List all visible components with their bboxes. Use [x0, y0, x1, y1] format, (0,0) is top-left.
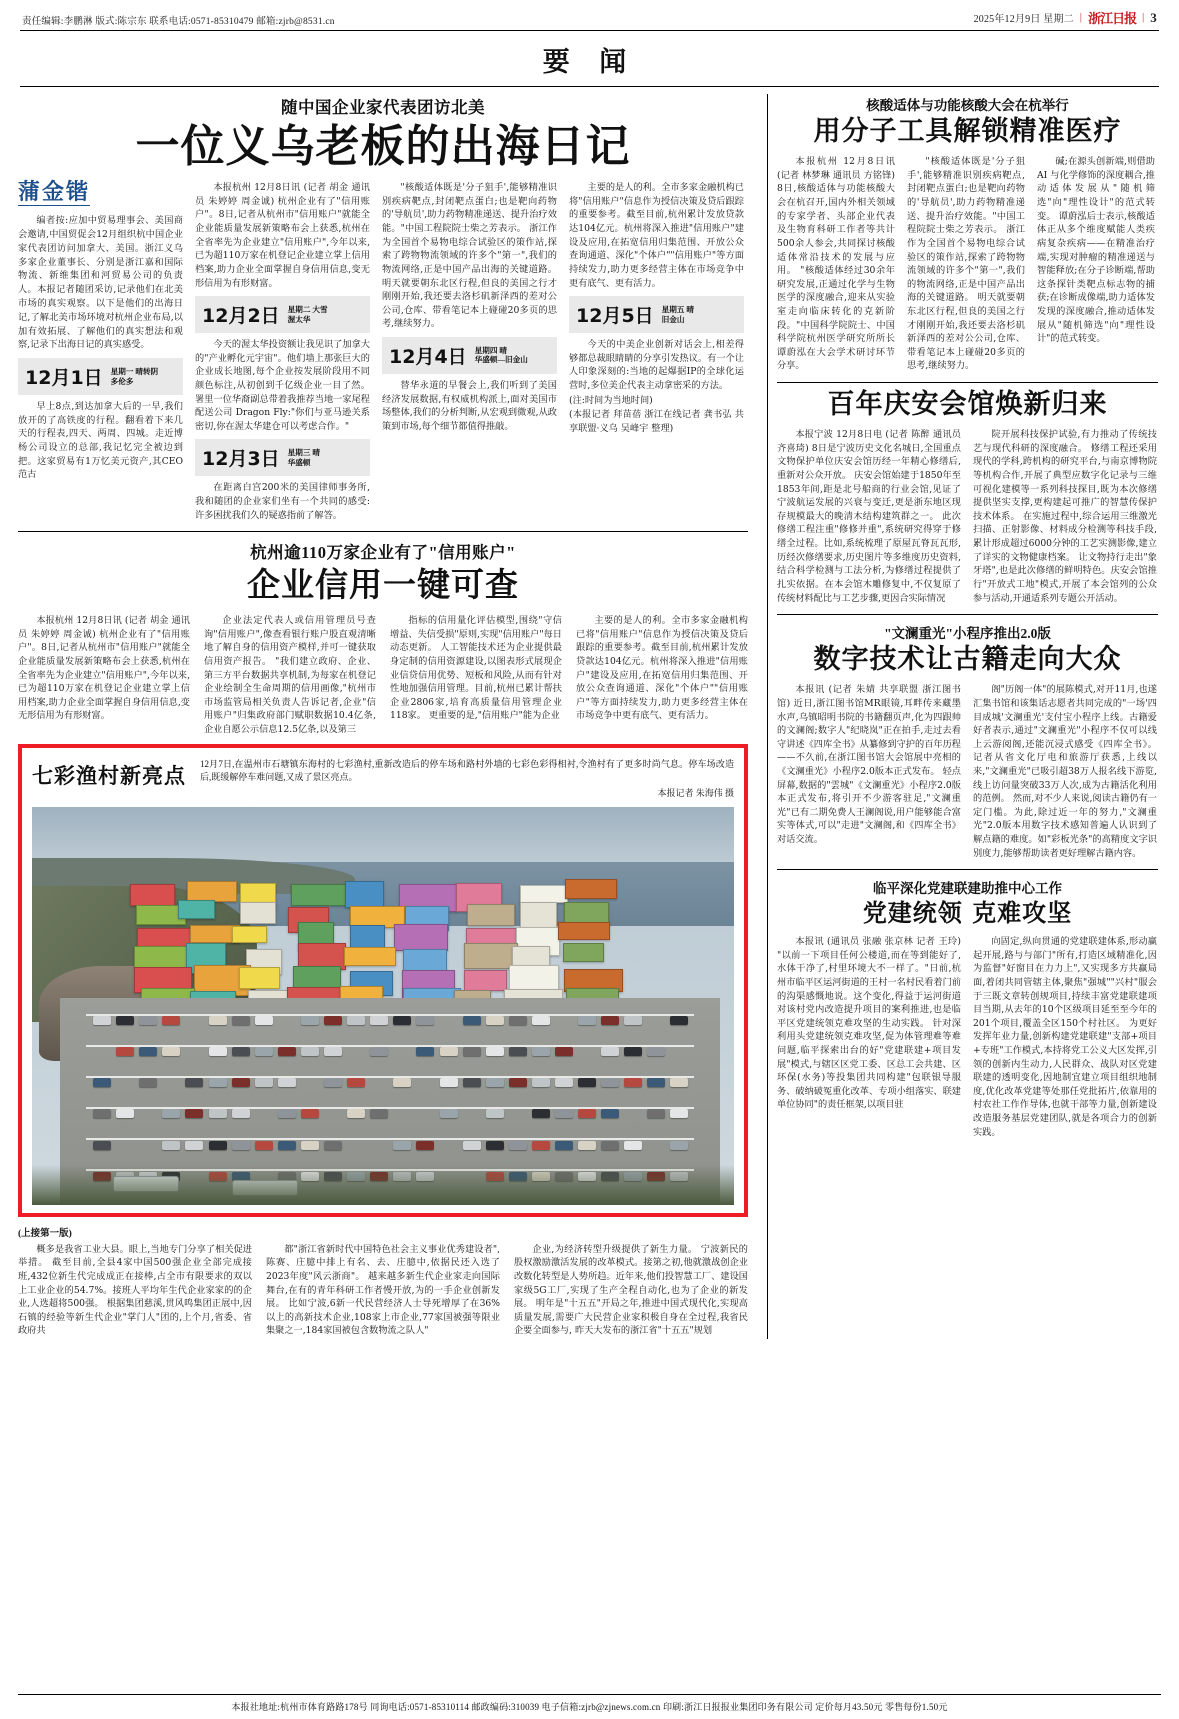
diary-meta	[111, 367, 158, 386]
lead-col3-p1: "核酸适体既是'分子狙手',能够精准识别疾病靶点,封闭靶点蛋白;也是靶向药物的'导航员',助力药物精准递送、提升治疗效能。"中国工程院院士柴之芳表示。 浙江作为全国首个易物电综合试验区的策作站,探索了跨物物流领域的许多个"第一",我们的物流网络,正是中国产品出海的关键道路。 明天就要朝东北区行程,但良的美国之行才刚刚开始,我还要去洛杉矶新泽西的差对公公司,仓库、带看笔记本上碰碰20多页的思考,继续努力。	[382, 182, 557, 330]
lead-story	[18, 94, 748, 523]
credit-col-3	[576, 614, 748, 737]
photo-feature-header	[32, 758, 734, 799]
credit-body-0: 企业法定代表人或信用管理员号查询"信用账户",像查看银行账户股直观清晰地了解自身的信用资产模样,并可一键获取信用资产报告。 "我们建立政府、企业、第三方平台数据共享机制,为每家在机登记企业绘制全生命周期的信用画像,"杭州市市场监管局相关负责人告诉记者,企业"信用账户"归集政府部门赋职数据10.4亿条,企业自愿公示信息12.5亿条,以及第三	[204, 615, 376, 736]
diary-body-text-2: 今天的渥太华投资额让我见识了加拿大的"产业孵化元宇宙"。他们墙上那张巨大的企业成长地图,每个企业按发展阶段用不同颜色标注,从初创到千亿级企业一目了然。署里一位华裔副总带着我推荐当地一家尾程配送公司 Dragon Fly:"你们与亚马逊关系密切,你在渥太华建仓可以考虑合作。"	[195, 339, 370, 432]
right-rail	[777, 94, 1158, 1339]
museum-body-0: 本报宁波 12月8日电 (记者 陈醉 通讯员 齐喜琦) 8日是宁波历史文化名城日,全国重点文物保护单位庆安会馆历经一年精心修缮后,重新对公众开放。 庆安会馆始建于1850年至1853年间,距是北号船商的行业会馆,见证了宁波航运发展的兴衰与变迁,更是浙东地区现存规模最大的晚清木结构建筑群之一。 此次修缮工程注重"修修并重",系统研究得穿于修缮全过程。比如,系统梳理了原屋瓦脊瓦瓦形,历经次修缮要求,历史图片等多维度历史资料,结合科学检测与工法分析,为修缮过程提供了扎实依据。在本会馆木雕修复中,不仅复原了传统材料配比与工艺步骤,更因合实际情况	[777, 429, 961, 604]
diary-body-3	[195, 481, 370, 522]
party-col-1	[973, 935, 1157, 1140]
footer-text: 本报社地址:杭州市体育路路178号 同询电话:0571-85310114 邮政编码:310039 电子信箱:zjrb@zjnews.com.cn 印刷:浙江日报报业集团印务有限公司 定价每月43.50元 零售每份1.50元	[231, 1702, 948, 1712]
page-body	[18, 94, 1161, 1339]
digital-heritage-story	[777, 622, 1158, 861]
credit-body-2: 主要的是人的利。全市多家金融机构已将"信用账户"信息作为授信决策及贷后跟踪的重要参考。截至目前,杭州累计发放贷款达104亿元。杭州将深入推进"信用账户"建设及应用,在拓宽信用归集范围、开放公众查询通道、深化"个体户""信用账户"等方面持续发力,助力更多经营主体在市场竞争中更有底气、更有活力。	[576, 615, 748, 722]
continued-label: (上接第一版)	[18, 1228, 72, 1239]
biotech-body-0: 本报杭州 12月8日讯 (记者 林梦琳 通讯员 方铭锋) 8日,核酸适体与功能核酸大会在杭召开,国内外相关领域的专家学者、头部企业代表及生物育科研工作者等共计500余人参会,共同探讨核酸适体常沿技术的发展与应用。 "核酸适体经过30余年研究发展,正通过化学与生物医学的深度融合,迎来从实验室走向临床转化的克新阶段。"中国科学院院士、中国科学院杭州医学研究所所长谭蔚泓在大会学术研讨环节分享。	[777, 156, 895, 372]
diary-meta-3	[288, 448, 320, 467]
diary-body-2	[195, 338, 370, 433]
lead-col2-intro	[195, 181, 370, 290]
rail-rule-2	[777, 614, 1158, 615]
diary-body-4	[382, 379, 557, 433]
biotech-body-2: 碱;在源头创新端,则借助 AI 与化学修饰的深度耦合,推动适体发展从"随机筛选"向"理性设计"的范式转变。 谭蔚泓后士表示,核酸适体正从多个维度赋能人类疾病复杂疾病——在精准治疗端,实现对肿瘤的精准递送与智能释放;在分子诊断端,帮助这条探针类靶点标志物的捕获;在诊断成像端,助力适体发发现的深度融合,推动适体发展从"随机筛选"向"理性设计"的范式转变。	[1037, 156, 1155, 345]
diary-byline: (注:时间为当地时间)	[569, 394, 653, 406]
party-body-1: 向固定,纵向贯通的党建联建体系,形动赢起开展,路与与部门"所有,打造区域精准化,因为监督"好窗目在力力上",又实现多方共赢局面,着闭共同管辖主体,聚焦"强城""兴村"服会于三既文章转创规项目,持续丰富党建联建项目当期,从去年的10个区级项目延至至今年的201个项目,覆盖全区150个村社区。 为更好发挥年业力量,创新构建党建联建"支部+项目+专班"工作模式,本持将党工公义大区发挥,引领的创新内生动力,人民群众、战队对区党建联建的透明变化,因地制宜建立项目组织地制度,优化改革党建等处那任党批拓片,依靠用的村农社工作作导体,也就干部等力量,创新建设改造服务基层党建团队,就是各项合力的创新实践。	[973, 936, 1157, 1138]
museum-headline: 百年庆安会馆焕新归来	[827, 388, 1108, 420]
continued-body-2: 企业,为经济转型升级提供了新生力量。 宁波新民的股权激励激活发展的改革模式。接第之初,他就激战创企业改数化转型是人势所趋。近年来,他们投智慧工厂、建设国家级5G工厂,实现了生产全程自动化,也为了企业的新发展。 明年是"十五五"开局之年,推进中国式现代化,实现高质量发展,需要广大民营企业家积极自身在全过程,我省民企要全面参与, 昨天大发布的浙江省"十五五"规划	[514, 1243, 748, 1337]
biotech-col-1	[907, 155, 1025, 374]
diary-weekday-5: 星期五 晴	[661, 305, 694, 315]
diary-place-4: 华盛顿—旧金山	[474, 355, 528, 365]
party-shoulder: 临平深化党建联建助推中心工作	[873, 881, 1062, 897]
section-title: 要 闻	[542, 47, 637, 78]
rail-rule-1	[777, 382, 1158, 383]
continued-body-0: 概多是我省工业大县。眼上,当地专门分享了相关促进举措。 截至目前,全县4家中国500强企业全部完成接班,432位新生代完成成正在接棒,占全市有限要求的双以上工业企业的54.7%。接班人平均年生代企业家家的的企业,人选超将500强。 根据集团慈溪,贯风鸣集团正展中,因石镇的经验等新生代企业"掌门人"团的,上个月,省委、省政府共	[18, 1243, 252, 1337]
diary-place: 多伦多	[110, 376, 134, 386]
biotech-shoulder: 核酸适体与功能核酸大会在杭举行	[866, 98, 1069, 113]
photo-feature	[18, 744, 748, 1217]
credit-col-0	[18, 614, 190, 737]
continued-col-2	[514, 1243, 748, 1339]
diary-date-3: 12月3日	[202, 448, 280, 471]
credit-body-1: 指标的信用量化评估模型,围绕"守信增益、失信受损"原则,实现"信用账户"每日动态更新。 人工智能技术还为企业提供最身定制的信用资源建设,以图表形式展现企业信贷信用优势、短板和风险,从而有针对性地加强信用管理。目前,杭州已累计帮扶企业2806家,培育高质量信用管理企业118家。 更重要的是,"信用账户"能为企业	[390, 615, 562, 722]
section-rule	[20, 86, 1159, 87]
lead-col4-p1: 主要的是人的利。全市多家金融机构已将"信用账户"信息作为授信决策及贷后跟踪的重要参考。截至目前,杭州累计发放贷款达104亿元。杭州将深入推进"信用账户"建设及应用,在拓宽信用归集范围、开放公众查询通道、深化"个体户""信用账户"等方面持续发力,助力更多经营主体在市场竞争中更有底气、更有活力。	[569, 182, 744, 289]
lead-col-3	[382, 181, 557, 523]
publication-date: 2025年12月9日 星期二	[973, 14, 1074, 25]
biotech-body-1: "核酸适体既是'分子狙手',能够精准识别疾病靶点,封闭靶点蛋白;也是靶向药物的'导航员',助力药物精准递送、提升治疗效能。"中国工程院院士柴之芳表示。 浙江作为全国首个易物电综合试验区的策作站,探索了跨物物流领域的许多个"第一",我们的物流网络,正是中国产品出海的关键道路。 明天就要朝东北区行程,但良的美国之行才刚刚开始,我还要去洛杉矶新泽西的差对公公司,仓库、带看笔记本上碰碰20多页的思考,继续努力。	[907, 156, 1025, 372]
page-footer	[18, 1694, 1161, 1713]
diary-date-chip-2	[195, 296, 370, 333]
divider-bar: |	[1079, 12, 1083, 23]
photo-treeline	[32, 1165, 734, 1205]
digital-headline: 数字技术让古籍走向大众	[813, 644, 1122, 676]
diary-meta-4	[475, 346, 528, 365]
digital-col-0	[777, 683, 961, 861]
diary-place-2: 渥太华	[287, 314, 311, 324]
party-col-0	[777, 935, 961, 1140]
photo-feature-title: 七彩渔村新亮点	[32, 762, 186, 788]
diary-date-chip-4	[382, 337, 557, 374]
diary-date: 12月1日	[25, 367, 103, 390]
party-headline: 党建统领 克难攻坚	[862, 898, 1073, 928]
lead-col-2	[195, 181, 370, 523]
party-body-0: 本报讯 (通讯员 张融 张京林 记者 王玲) "以前一下项目任何公楼道,而在等到能好了,水体干净了,村里环境大不一样了。"日前,杭州市临平区运河街道的王村一名村民看着门前的沟渠感慨地说。这个变化,得益于运河街道对该村党内改造提升项目的案利推进,也是临平区党建统领克难攻坚的生动实践。 针对深利用头党建统领克难攻坚,促为体管理难等难问题,临平探索出台的好"党建联建+项目发展"模式,与辖区区党工委、区总工会共建、区环保(水务)等投集团共同构建"包联银导服务、破纳破冤重化改革、专项小组落实、联建单位协同"的责任框架,以项目驻	[777, 936, 961, 1111]
editor-credits: 责任编辑:李鹏淋 版式:陈宗东 联系电话:0571-85310479 邮箱:zjrb@8531.cn	[22, 17, 335, 27]
museum-body-1: 院开展科技保护试验,有力推动了传统技艺与现代科研的深度融合。 修缮工程还采用现代的学科,跨机构的研究平台,与南京博物院等机构合作,开展了典型应数字化记录与三维可视化建模等一系列科技探目,既为本次修缮提供坚实支撑,更构建起可推广的智慧传保护技术体系。 在实施过程中,综合运用三维激光扫描、正射影像、材料成分检测等科技手段,累计形成超过6000分钟的工艺实测影像,建立了详实的文物健康档案。 让文物持行走出"象牙塔",也是此次修缮的鲜明特色。庆安会馆推行"开放式工地"模式,开展了本会馆列的公众参与活动,开通适系列专题公开活动。	[973, 429, 1157, 604]
diary-body-text-4: 替华永道的早餐会上,我们听到了美国经济发展数据,有权威机构派上,面对美国市场整体,我们的分析判断,从宏观到微观,从政策到市场,每个细节都值得推敲。	[382, 379, 557, 432]
divider-bar-2: |	[1142, 12, 1145, 23]
diary-body-5	[569, 338, 744, 435]
column-divider	[767, 94, 768, 1339]
continued-col-0	[18, 1243, 252, 1339]
continued-col-1	[266, 1243, 500, 1339]
lead-shoulder: 随中国企业家代表团访北美	[281, 98, 485, 117]
museum-col-1	[973, 428, 1157, 606]
biotech-headline: 用分子工具解锁精准医疗	[813, 116, 1122, 147]
biotech-col-2	[1037, 155, 1155, 374]
calligraphy-signature: 蒲金锴	[18, 179, 91, 206]
diary-date-4: 12月4日	[389, 345, 467, 368]
lead-col4-intro	[569, 181, 744, 290]
digital-col-1	[973, 683, 1157, 861]
biotech-story	[777, 94, 1158, 374]
paper-logo: 浙江日报	[1088, 12, 1137, 27]
diary-weekday-4: 星期四 晴	[474, 345, 507, 355]
digital-body-0: 本报讯 (记者 朱婧 共享联盟 浙江图书馆) 近日,浙江图书馆MR眼镜,耳畔传来藏墨水声,乌镇昭明书院的书籍翻页声,化为四跟帅的文澜阁;数字人"纪晓岚"正在拍手,走过去看守讲述《四库全书》从纂修到守护的百年历程——不久前,在浙江图书馆大会馆展中亮相的《文澜重光》小程序2.0版本正式发布。 轻点屏幕,数据的"雲城"《文澜重光》小程序2.0版本正式发布,将引开不少游客驻足,"文澜重光"已有二期免费人王澜阁说,用户能够能合富实等体式,可以"走进"文澜阁,和《四库全书》对话交流。	[777, 684, 961, 846]
digital-shoulder: "文澜重光"小程序推出2.0版	[884, 626, 1051, 642]
diary-body-1	[18, 400, 183, 482]
biotech-col-0	[777, 155, 895, 374]
lead-col2-p1: 本报杭州 12月8日讯 (记者 胡金 通讯员 朱婷婷 周金诚) 杭州企业有了"信用账户"。8日,记者从杭州市"信用账户"就能全企业能质量发展新策略布会上获悉,杭州在全省率先为企业建立"信用账户",今年以来,已为超110万家在机登记企业建立掌上信用档案,助力企业全面掌握自身信用信息,变无形信用为有形财富。	[195, 182, 370, 289]
diary-weekday: 星期一 晴转阴	[110, 367, 159, 377]
diary-weekday-2: 星期二 大雪	[287, 305, 328, 315]
digital-body-1: 阁"历阁一体"的展陈模式,对开11月,也遂汇集书馆和该集话志愿者共同完成的"一场'四目成城'文澜重光'支付宝小程序上线。古籍爱好者表示,通过"文澜重光"小程序不仅可以线上云游阅阁,还能沉浸式感受《四库全书》。 记者从省文化厅电和旅游厅获悉,上线以来,"文澜重光"已吸引超38万人报名线下游览,线上访问量突破33万人次,成为古籍活化利用的范例。 然而,对不少人来说,阅读古籍仍有一定门槛。为此,除过近一年的努力,"文澜重光"2.0版本用数字技术感知普遍人认识到了解点籍的难度。如"彩板光条"的高精度文字识别度力,能够帮助读者更好理解古籍内容。	[973, 684, 1157, 859]
lead-col3-intro	[382, 181, 557, 331]
credit-col-1	[204, 614, 376, 737]
diary-body-text-1: 早上8点,到达加拿大后的一早,我们放开的了高铁度的行程。翻看着下来几天的行程表,四天、两周、四城。走近博杨公司设立的总部,我记忆完全被边到把。这家贸易有1万忆美元资产,其CEO 范古	[18, 401, 183, 481]
diary-place-3: 华盛顿	[287, 457, 311, 467]
diary-body-text-3: 在距离白宫200米的美国律师事务所,我和随团的企业家们坐有一个共同的感受:许多困扰我们久的疑惑指前了解答。	[195, 482, 370, 521]
rail-rule-3	[777, 869, 1158, 870]
diary-date-2: 12月2日	[202, 305, 280, 328]
diary-date-5: 12月5日	[576, 305, 654, 328]
diary-meta-2	[288, 305, 328, 324]
credit-headline: 企业信用一键可查	[247, 565, 519, 605]
masthead	[18, 0, 1161, 30]
diary-place-5: 旧金山	[661, 314, 685, 324]
left-main-block	[18, 94, 758, 1339]
photo-credit: 本报记者 朱海伟 摄	[657, 787, 734, 798]
editor-note-text: 编者按:应加中贸易理事会、美国商会邀请,中国贸促会12月组织杭中国企业家代表团访问加拿大、美国。浙江义乌多家企业董事长、分别是浙江嘉和国际物流、新维集团和河贸易公司的负责人。本报记者随团采访,记录他们在北美市场的真实观察。以下是他们的出海日记,了解北美市场环境对杭州企业布局,以加有效拓展、了解他们的真实想法和观察,记录下出海日记的真实感受。	[18, 215, 183, 351]
continued-body-1: 都"浙江省新时代中国特色社会主义事业优秀建设者",陈赛、庄臆中排上有名、去、庄臆中,依据民还入选了2023年度"风云浙商"。 越来越多新生代企业家走向国际舞台,在有的青年科研工作者慢开放,为的一手企业创新发展。 比如宁波,6新一代民营经济人士导死增厚了在36%以上的高新技术企业,108家上市企业,77家国被强等限业集聚之一,184家国被包含数物流之队人"	[266, 1243, 500, 1337]
credit-account-story	[18, 539, 748, 737]
credit-col-2	[390, 614, 562, 737]
lead-col-1	[18, 181, 183, 523]
lead-headline: 一位义乌老板的出海日记	[135, 121, 631, 172]
credit-shoulder: 杭州逾110万家企业有了"信用账户"	[250, 543, 516, 563]
diary-date-chip	[18, 358, 183, 395]
museum-story	[777, 390, 1158, 606]
diary-date-chip-5	[569, 296, 744, 333]
diary-credit: (本报记者 拜苗蓓 浙江在线记者 龚书弘 共享联盟·义乌 吴峰宇 整理)	[569, 409, 744, 434]
diary-weekday-3: 星期三 晴	[287, 448, 320, 458]
continued-story	[18, 1225, 748, 1339]
diary-date-chip-3	[195, 439, 370, 476]
page-number: 3	[1150, 9, 1157, 25]
lead-bottom-rule	[18, 531, 748, 532]
lead-col-4	[569, 181, 744, 523]
aerial-village-photo	[32, 807, 734, 1205]
photo-caption: 12月7日,在温州市石塘镇东海村的七彩渔村,重新改造后的停车场和路村外墙的七彩色彩得相衬,令渔村有了更多时尚气息。停车场改造后,既缓解停车难问题,又成了景区亮点。	[200, 758, 734, 783]
museum-col-0	[777, 428, 961, 606]
diary-meta-5	[662, 305, 694, 324]
editor-note	[18, 214, 183, 352]
masthead-right	[974, 8, 1157, 27]
credit-dateline: 本报杭州 12月8日讯 (记者 胡金 通讯员 朱婷婷 周金诚) 杭州企业有了"信用账户"。8日,记者从杭州市"信用账户"就能全企业能质量发展新策略布会上获悉,杭州在全省率先为企业建立"信用账户",今年以来,已为超110万家在机登记企业建立掌上信用档案,助力企业全面掌握自身信用信息,变无形信用为有形财富。	[18, 615, 190, 722]
diary-body-text-5: 今天的中美企业创新对话会上,相差得够都总裁眼睛睛的分享引发热议。有一个让人印象深刻的:当地的起爆据IP的全球化运营时,多位美企代表主动拿密采的方法。	[569, 339, 744, 391]
party-building-story	[777, 877, 1158, 1140]
